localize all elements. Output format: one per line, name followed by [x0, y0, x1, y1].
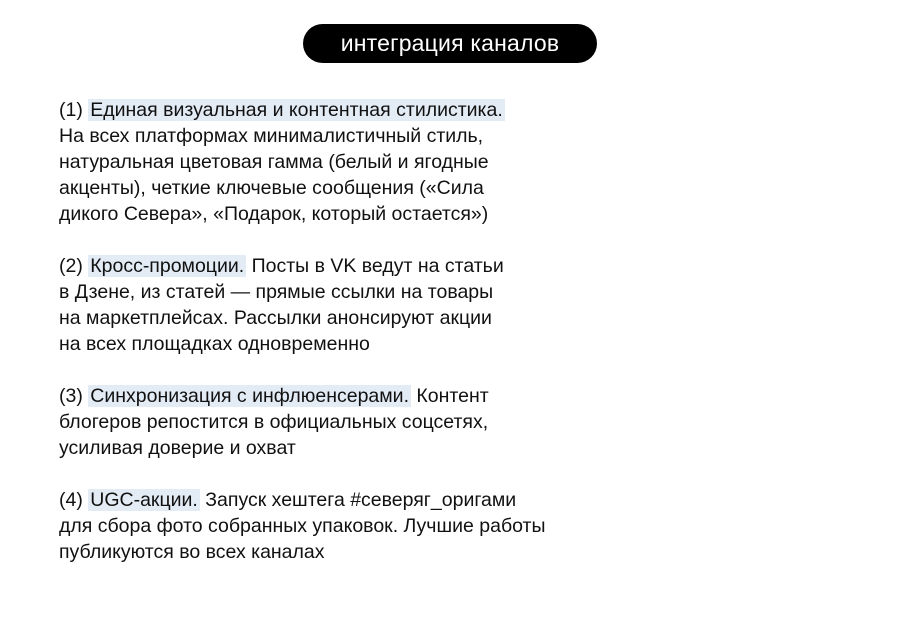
section-heading-line — [59, 97, 619, 123]
section-highlight: Единая визуальная и контентная стилистика. — [90, 99, 503, 121]
section-line: дикого Севера», «Подарок, который остается») — [59, 203, 489, 225]
section-heading-line — [59, 253, 619, 279]
section-line: акценты), четкие ключевые сообщения («Сила — [59, 177, 484, 199]
page-title: интеграция каналов — [303, 24, 597, 63]
section-line: на всех площадках одновременно — [59, 333, 370, 355]
section-ugc — [59, 487, 619, 565]
section-number: (1) — [59, 99, 83, 121]
section-line: в Дзене, из статей — прямые ссылки на товары — [59, 281, 494, 303]
section-cross-promo — [59, 253, 619, 357]
section-line: для сбора фото собранных упаковок. Лучшие работы — [59, 515, 546, 537]
section-line: на маркетплейсах. Рассылки анонсируют акции — [59, 307, 492, 329]
section-heading-line — [59, 487, 619, 513]
section-influencers — [59, 383, 619, 461]
section-unified-style — [59, 97, 619, 227]
section-line: блогеров репостится в официальных соцсетях, — [59, 411, 489, 433]
section-line: публикуются во всех каналах — [59, 541, 325, 563]
section-number: (4) — [59, 489, 83, 511]
section-rest: Контент — [416, 385, 489, 407]
content — [59, 97, 619, 591]
section-number: (3) — [59, 385, 83, 407]
section-line: усиливая доверие и охват — [59, 437, 296, 459]
section-heading-line — [59, 383, 619, 409]
section-line: На всех платформах минималистичный стиль, — [59, 125, 484, 147]
section-highlight: Кросс-промоции. — [90, 255, 245, 277]
section-highlight: Синхронизация с инфлюенсерами. — [90, 385, 409, 407]
section-rest: Посты в VK ведут на статьи — [251, 255, 504, 277]
section-number: (2) — [59, 255, 83, 277]
section-highlight: UGC-акции. — [90, 489, 198, 511]
section-line: натуральная цветовая гамма (белый и ягодные — [59, 151, 489, 173]
section-rest: Запуск хештега #северяг_оригами — [205, 489, 517, 511]
